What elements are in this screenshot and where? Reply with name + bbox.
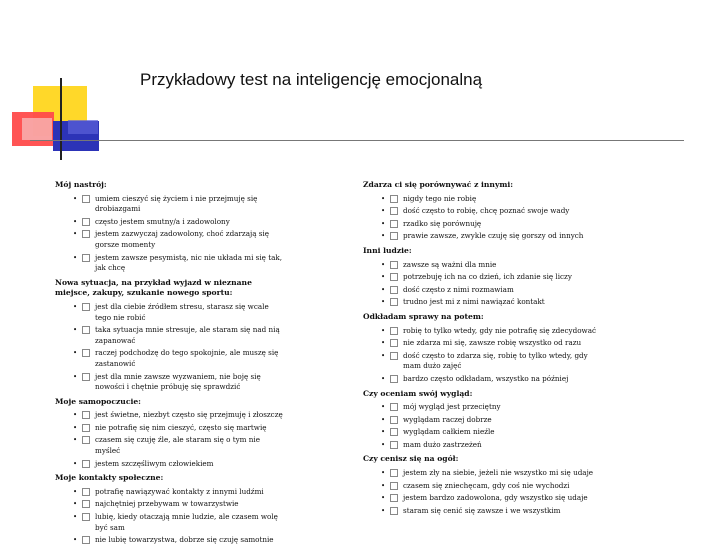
- answer-option: [73, 512, 285, 533]
- question-section: [363, 454, 603, 516]
- bullet-icon: •: [73, 230, 78, 239]
- answer-option: [381, 219, 603, 230]
- answer-label: prawie zawsze, zwykle czuję się gorszy od innych: [403, 231, 584, 241]
- answer-checkbox[interactable]: [390, 507, 398, 515]
- answer-checkbox[interactable]: [390, 286, 398, 294]
- bullet-icon: •: [73, 253, 78, 262]
- answer-label: dość często to robię, chcę poznać swoje wady: [403, 206, 570, 216]
- question-section: [363, 246, 603, 308]
- answer-option: [73, 253, 285, 274]
- answer-option: [73, 194, 285, 215]
- answer-label: często jestem smutny/a i zadowolony: [95, 216, 230, 226]
- answer-label: lubię, kiedy otaczają mnie ludzie, ale czasem wolę być sam: [95, 512, 278, 532]
- bullet-icon: •: [381, 415, 386, 424]
- bullet-icon: •: [381, 232, 386, 241]
- bullet-icon: •: [381, 374, 386, 383]
- answer-label: umiem cieszyć się życiem i nie przejmuję się drobiazgami: [95, 193, 258, 214]
- title-divider: [30, 140, 684, 141]
- bullet-icon: •: [73, 372, 78, 381]
- answer-label: nigdy tego nie robię: [403, 193, 477, 203]
- answer-option: [381, 285, 603, 296]
- question-section: [55, 473, 285, 546]
- answer-option: [381, 427, 603, 438]
- answer-checkbox[interactable]: [390, 220, 398, 228]
- questionnaire-left-column: [55, 178, 285, 550]
- question-section: [55, 180, 285, 274]
- answer-checkbox[interactable]: [390, 416, 398, 424]
- bullet-icon: •: [381, 403, 386, 412]
- answer-checkbox[interactable]: [390, 261, 398, 269]
- decor-pink-square: [22, 118, 52, 140]
- answer-checkbox[interactable]: [390, 352, 398, 360]
- answer-label: mój wygląd jest przeciętny: [403, 402, 501, 412]
- answer-option: [381, 297, 603, 308]
- bullet-icon: •: [381, 207, 386, 216]
- question-section: [363, 389, 603, 451]
- questionnaire-right-column: [363, 178, 603, 520]
- answer-checkbox[interactable]: [82, 500, 90, 508]
- answer-label: staram się cenić się zawsze i we wszystkim: [403, 505, 561, 515]
- answer-label: zawsze są ważni dla mnie: [403, 259, 497, 269]
- answer-option: [381, 415, 603, 426]
- answer-option: [73, 410, 285, 421]
- bullet-icon: •: [73, 536, 78, 545]
- question-section: [55, 278, 285, 393]
- answer-label: potrafię nawiązywać kontakty z innymi ludźmi: [95, 486, 264, 496]
- answer-option: [73, 535, 285, 546]
- answer-checkbox[interactable]: [390, 327, 398, 335]
- answer-option: [381, 481, 603, 492]
- bullet-icon: •: [381, 260, 386, 269]
- bullet-icon: •: [381, 285, 386, 294]
- answer-option: [73, 499, 285, 510]
- bullet-icon: •: [73, 459, 78, 468]
- bullet-icon: •: [381, 298, 386, 307]
- answer-checkbox[interactable]: [82, 436, 90, 444]
- answer-checkbox[interactable]: [390, 494, 398, 502]
- answer-label: mam dużo zastrzeżeń: [403, 439, 482, 449]
- answer-option: [381, 260, 603, 271]
- answer-label: raczej podchodzę do tego spokojnie, ale muszę się zastanowić: [95, 348, 279, 368]
- answer-option: [73, 302, 285, 323]
- answer-checkbox[interactable]: [390, 482, 398, 490]
- answer-label: nie zdarza mi się, zawsze robię wszystko od razu: [403, 338, 582, 348]
- answer-option: [381, 194, 603, 205]
- bullet-icon: •: [73, 500, 78, 509]
- answer-checkbox[interactable]: [390, 375, 398, 383]
- answer-option: [381, 440, 603, 451]
- answer-option: [381, 506, 603, 517]
- answer-label: dość często z nimi rozmawiam: [403, 284, 514, 294]
- answer-option: [381, 493, 603, 504]
- answer-label: jest dla mnie zawsze wyzwaniem, nie boję się nowości i chętnie próbuję się sprawdzić: [95, 371, 261, 392]
- answer-label: jest dla ciebie źródłem stresu, starasz się wcale tego nie robić: [95, 301, 269, 322]
- bullet-icon: •: [73, 513, 78, 522]
- answer-label: bardzo często odkładam, wszystko na później: [403, 373, 569, 383]
- answer-label: wyglądam całkiem nieźle: [403, 427, 495, 437]
- answer-checkbox[interactable]: [82, 424, 90, 432]
- answer-option: [73, 325, 285, 346]
- question-title: Mój nastrój:: [55, 180, 107, 189]
- answer-checkbox[interactable]: [390, 403, 398, 411]
- answer-option: [73, 348, 285, 369]
- answer-label: najchętniej przebywam w towarzystwie: [95, 499, 239, 509]
- answer-checkbox[interactable]: [82, 460, 90, 468]
- question-title: Nowa sytuacja, na przykład wyjazd w nieznane miejsce, zakupy, szukanie nowego sportu:: [55, 277, 252, 298]
- bullet-icon: •: [381, 219, 386, 228]
- answer-label: jestem szczęśliwym człowiekiem: [95, 458, 214, 468]
- question-title: Zdarza ci się porównywać z innymi:: [363, 180, 514, 189]
- answer-checkbox[interactable]: [82, 536, 90, 544]
- answer-label: czasem się zniechęcam, gdy coś nie wychodzi: [403, 480, 570, 490]
- question-title: Inni ludzie:: [363, 245, 412, 255]
- bullet-icon: •: [381, 351, 386, 360]
- bullet-icon: •: [73, 326, 78, 335]
- answer-option: [381, 351, 603, 372]
- answer-option: [73, 435, 285, 456]
- answer-checkbox[interactable]: [390, 232, 398, 240]
- question-section: [363, 180, 603, 242]
- answer-option: [381, 231, 603, 242]
- bullet-icon: •: [381, 506, 386, 515]
- answer-option: [73, 423, 285, 434]
- answer-checkbox[interactable]: [390, 428, 398, 436]
- answer-label: dość często to zdarza się, robię to tylko wtedy, gdy mam dużo zajęć: [403, 350, 588, 371]
- question-title: Czy oceniam swój wygląd:: [363, 388, 473, 398]
- answer-option: [381, 272, 603, 283]
- answer-option: [73, 459, 285, 470]
- answer-label: jestem bardzo zadowolona, gdy wszystko się udaje: [403, 493, 588, 503]
- question-section: [55, 397, 285, 470]
- answer-checkbox[interactable]: [82, 303, 90, 311]
- answer-checkbox[interactable]: [82, 373, 90, 381]
- question-title: Moje samopoczucie:: [55, 396, 141, 406]
- answer-label: jestem zły na siebie, jeżeli nie wszystko mi się udaje: [403, 468, 594, 478]
- answer-option: [381, 326, 603, 337]
- question-title: Czy cenisz się na ogół:: [363, 454, 459, 464]
- question-title: Odkładam sprawy na potem:: [363, 311, 484, 321]
- answer-label: rzadko się porównuję: [403, 218, 482, 228]
- answer-label: robię to tylko wtedy, gdy nie potrafię się zdecydować: [403, 325, 597, 335]
- bullet-icon: •: [381, 494, 386, 503]
- answer-checkbox[interactable]: [390, 207, 398, 215]
- answer-label: jestem zazwyczaj zadowolony, choć zdarzają się gorsze momenty: [95, 229, 270, 249]
- answer-checkbox[interactable]: [390, 298, 398, 306]
- answer-checkbox[interactable]: [390, 469, 398, 477]
- answer-checkbox[interactable]: [82, 411, 90, 419]
- bullet-icon: •: [381, 440, 386, 449]
- bullet-icon: •: [381, 339, 386, 348]
- answer-option: [73, 487, 285, 498]
- answer-checkbox[interactable]: [390, 273, 398, 281]
- bullet-icon: •: [73, 436, 78, 445]
- answer-option: [73, 217, 285, 228]
- bullet-icon: •: [381, 194, 386, 203]
- bullet-icon: •: [381, 428, 386, 437]
- bullet-icon: •: [73, 302, 78, 311]
- answer-option: [73, 372, 285, 393]
- answer-label: nie potrafię się nim cieszyć, często się martwię: [95, 422, 267, 432]
- answer-option: [381, 402, 603, 413]
- bullet-icon: •: [73, 349, 78, 358]
- answer-checkbox[interactable]: [390, 441, 398, 449]
- decor-vertical-line: [60, 78, 62, 160]
- bullet-icon: •: [381, 481, 386, 490]
- answer-checkbox[interactable]: [82, 488, 90, 496]
- bullet-icon: •: [73, 423, 78, 432]
- answer-label: wyglądam raczej dobrze: [403, 414, 492, 424]
- answer-label: trudno jest mi z nimi nawiązać kontakt: [403, 297, 545, 307]
- bullet-icon: •: [381, 326, 386, 335]
- bullet-icon: •: [73, 487, 78, 496]
- answer-checkbox[interactable]: [82, 254, 90, 262]
- decor-blue-square-light: [68, 120, 98, 134]
- answer-label: nie lubię towarzystwa, dobrze się czuję samotnie: [95, 535, 274, 545]
- bullet-icon: •: [73, 411, 78, 420]
- answer-option: [381, 374, 603, 385]
- question-title: Moje kontakty społeczne:: [55, 473, 164, 483]
- bullet-icon: •: [73, 217, 78, 226]
- answer-checkbox[interactable]: [390, 195, 398, 203]
- answer-option: [73, 229, 285, 250]
- bullet-icon: •: [381, 469, 386, 478]
- bullet-icon: •: [381, 273, 386, 282]
- answer-label: jestem zawsze pesymistą, nic nie układa mi się tak, jak chcę: [95, 252, 283, 273]
- answer-checkbox[interactable]: [82, 218, 90, 226]
- slide-title: Przykładowy test na inteligencję emocjonalną: [140, 70, 483, 89]
- answer-checkbox[interactable]: [82, 195, 90, 203]
- answer-checkbox[interactable]: [82, 326, 90, 334]
- answer-option: [381, 468, 603, 479]
- answer-checkbox[interactable]: [390, 339, 398, 347]
- bullet-icon: •: [73, 194, 78, 203]
- answer-label: potrzebuję ich na co dzień, ich zdanie się liczy: [403, 272, 572, 282]
- answer-option: [381, 338, 603, 349]
- answer-label: jest świetne, niezbyt często się przejmuję i złoszczę: [95, 410, 283, 420]
- answer-checkbox[interactable]: [82, 349, 90, 357]
- question-section: [363, 312, 603, 385]
- answer-checkbox[interactable]: [82, 230, 90, 238]
- answer-label: taka sytuacja mnie stresuje, ale staram się nad nią zapanować: [95, 325, 280, 345]
- answer-label: czasem się czuję źle, ale staram się o tym nie myśleć: [95, 435, 260, 456]
- answer-checkbox[interactable]: [82, 513, 90, 521]
- answer-option: [381, 206, 603, 217]
